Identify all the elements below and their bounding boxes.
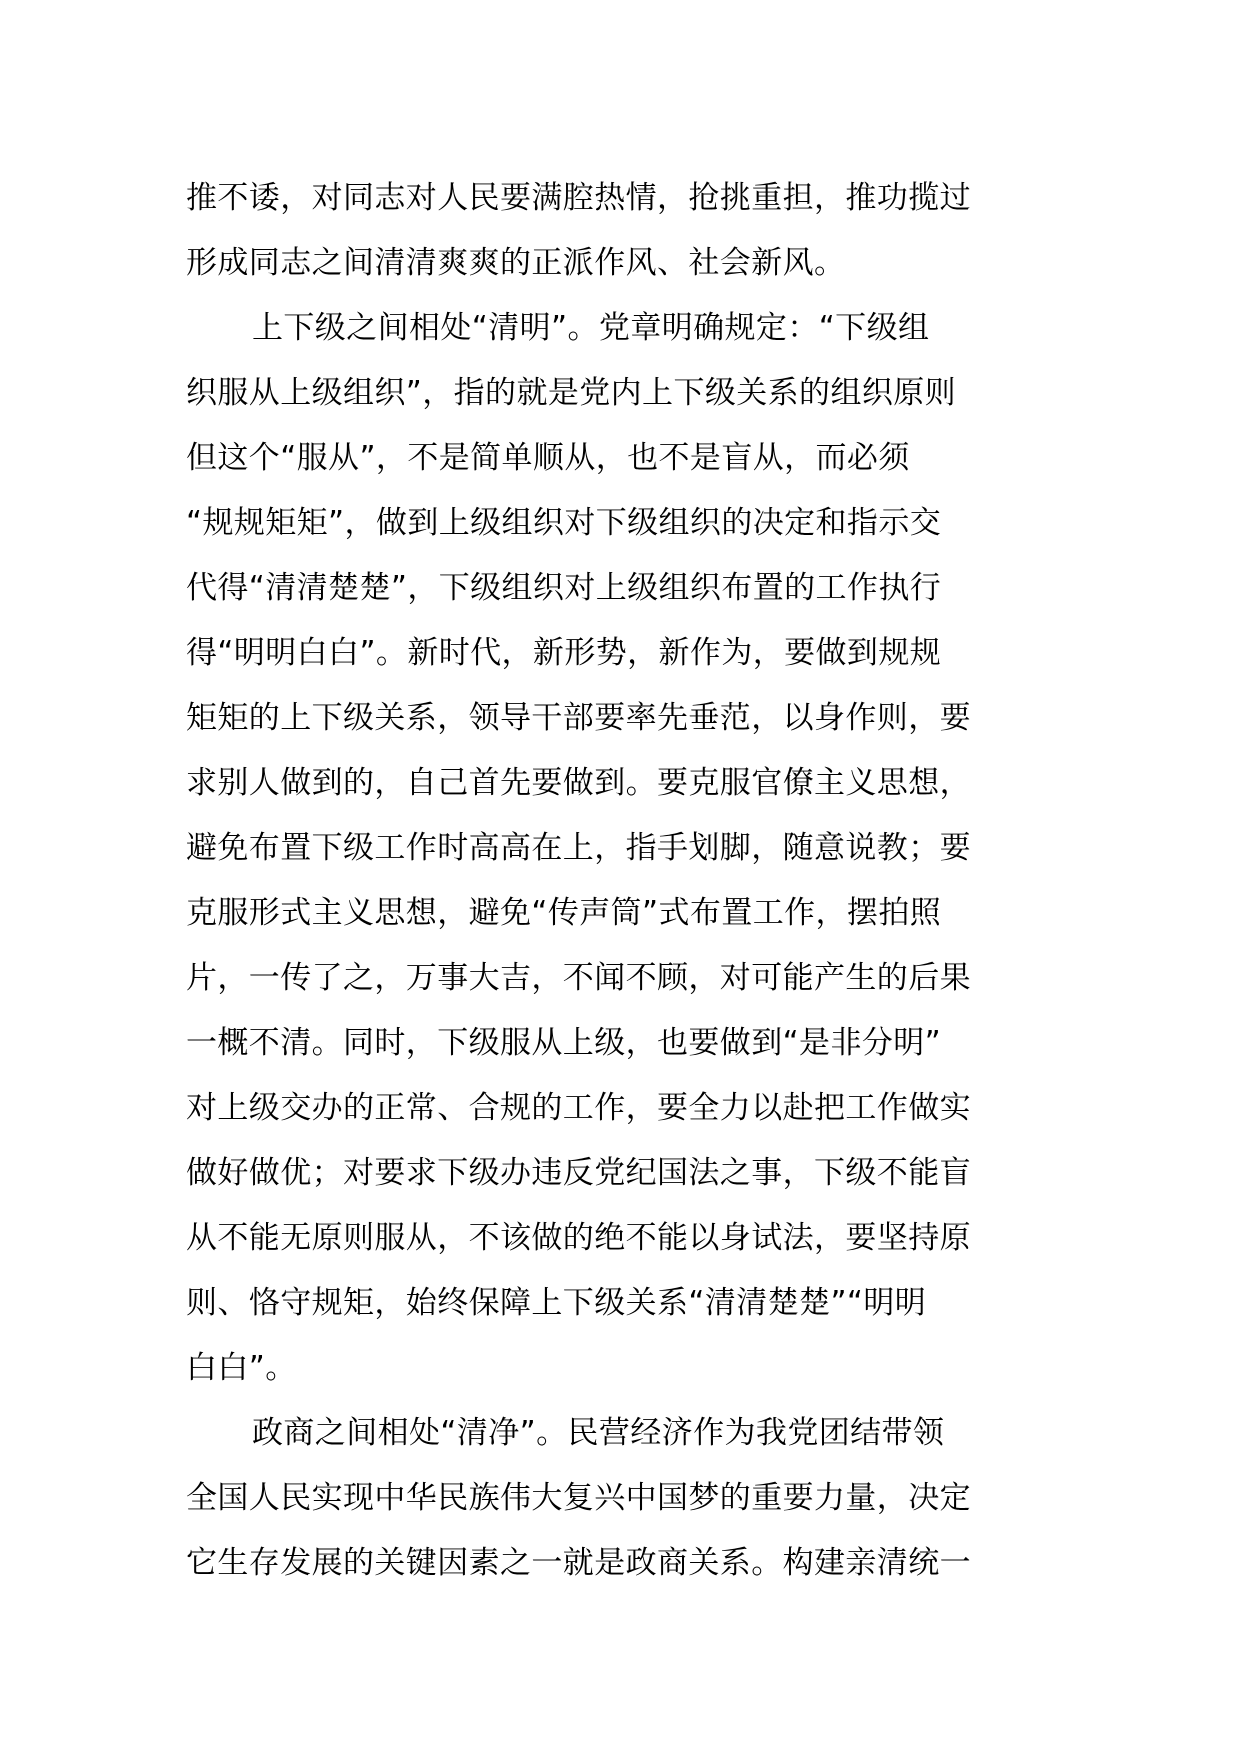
text-line: 全国人民实现中华民族伟大复兴中国梦的重要力量，决定 <box>186 1480 971 1516</box>
text-line: 做好做优；对要求下级办违反党纪国法之事，下级不能盲 <box>186 1155 971 1191</box>
text-line: 它生存发展的关键因素之一就是政商关系。构建亲清统一 <box>186 1545 971 1581</box>
text-line: 但这个“服从”，不是简单顺从，也不是盲从，而必须 <box>186 440 910 476</box>
paragraph-start-line: 上下级之间相处“清明”。党章明确规定：“下级组 <box>252 310 930 346</box>
text-line: 代得“清清楚楚”，下级组织对上级组织布置的工作执行 <box>186 570 942 606</box>
text-line: “规规矩矩”，做到上级组织对下级组织的决定和指示交 <box>186 505 942 541</box>
text-line: 对上级交办的正常、合规的工作，要全力以赴把工作做实 <box>186 1090 971 1126</box>
text-line: 形成同志之间清清爽爽的正派作风、社会新风。 <box>186 245 846 281</box>
text-line: 则、恪守规矩，始终保障上下级关系“清清楚楚”“明明 <box>186 1285 927 1321</box>
body-text <box>186 166 1066 1596</box>
text-line: 一概不清。同时，下级服从上级，也要做到“是非分明” <box>186 1025 942 1061</box>
text-line: 白白”。 <box>186 1350 297 1386</box>
text-line: 避免布置下级工作时高高在上，指手划脚，随意说教；要 <box>186 830 971 866</box>
text-line: 矩矩的上下级关系，领导干部要率先垂范，以身作则，要 <box>186 700 971 736</box>
text-line: 克服形式主义思想，避免“传声筒”式布置工作，摆拍照 <box>186 895 942 931</box>
text-line: 从不能无原则服从，不该做的绝不能以身试法，要坚持原 <box>186 1220 971 1256</box>
text-line: 织服从上级组织”，指的就是党内上下级关系的组织原则 <box>186 375 957 411</box>
paragraph-start-line: 政商之间相处“清净”。民营经济作为我党团结带领 <box>252 1415 945 1451</box>
text-line: 求别人做到的，自己首先要做到。要克服官僚主义思想， <box>186 765 971 801</box>
text-line: 推不诿，对同志对人民要满腔热情，抢挑重担，推功揽过 <box>186 180 971 216</box>
text-line: 得“明明白白”。新时代，新形势，新作为，要做到规规 <box>186 635 942 671</box>
text-line: 片，一传了之，万事大吉，不闻不顾，对可能产生的后果 <box>186 960 971 996</box>
